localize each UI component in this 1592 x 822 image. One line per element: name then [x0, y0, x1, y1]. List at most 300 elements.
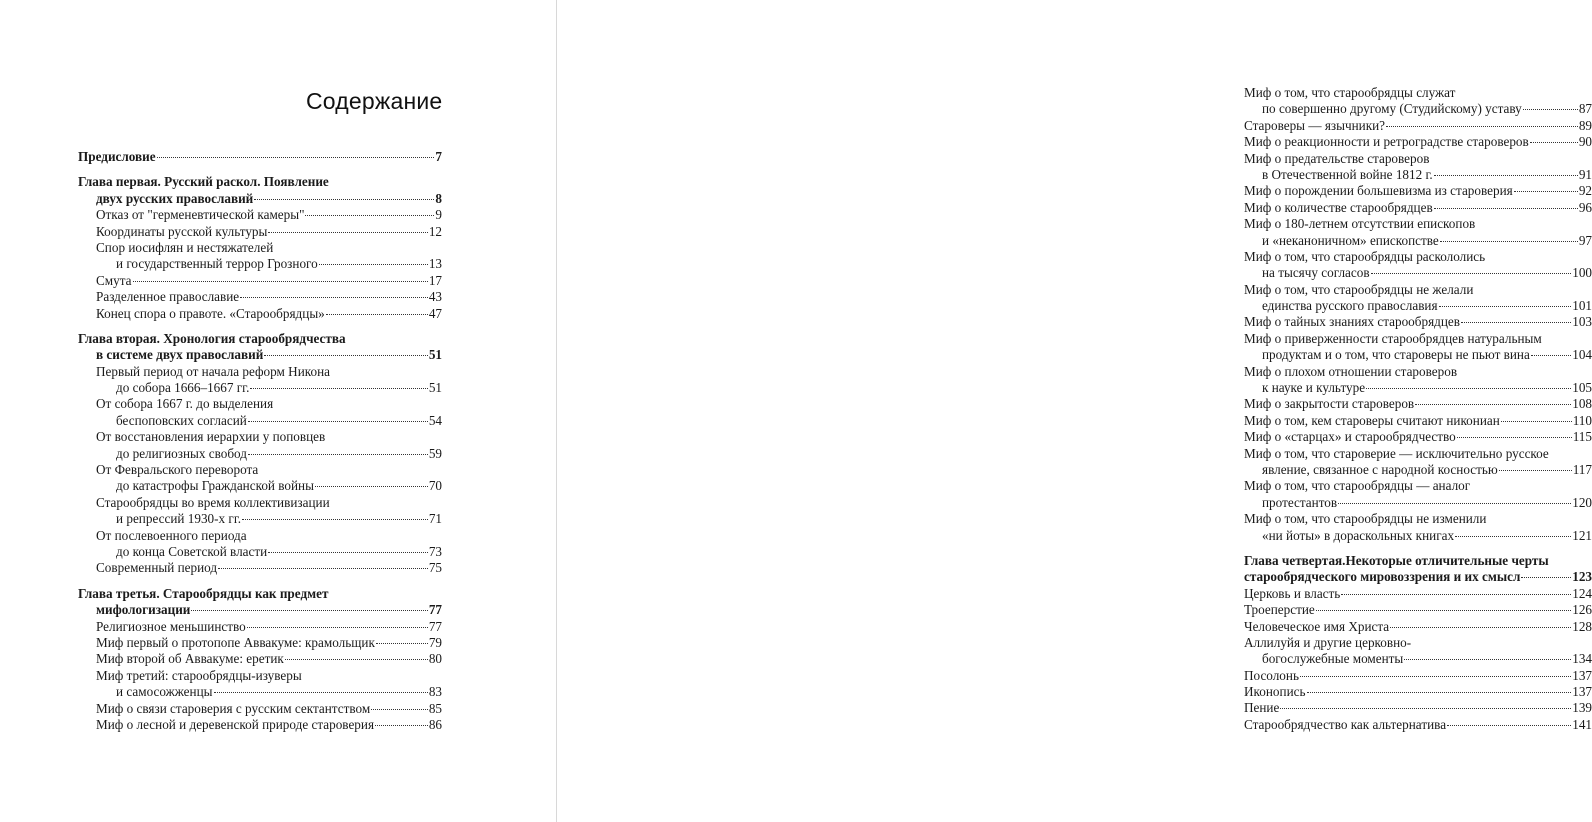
page-number: 83 [428, 684, 442, 700]
dot-leader [1434, 208, 1578, 209]
toc-entry[interactable] [1244, 282, 1592, 315]
dot-leader [1371, 273, 1572, 274]
toc-entry[interactable] [1244, 331, 1592, 364]
toc-entry-title: Миф о предательстве староверов [1244, 150, 1430, 166]
toc-entry-title: до катастрофы Гражданской войны [116, 478, 314, 494]
toc-entry-title: в Отечественной войне 1812 г. [1262, 166, 1433, 182]
toc-line [1244, 314, 1592, 330]
toc-entry-title: Глава первая. Русский раскол. Появление [78, 174, 329, 190]
dot-leader [1501, 421, 1572, 422]
toc-line [78, 364, 442, 380]
toc-line [78, 429, 442, 445]
toc-entry[interactable] [78, 651, 442, 667]
toc-line [1244, 651, 1592, 667]
dot-leader [1499, 470, 1572, 471]
page-number: 96 [1578, 199, 1592, 215]
page-number: 7 [435, 149, 442, 164]
page-number: 97 [1578, 232, 1592, 248]
page-number: 137 [1572, 684, 1592, 700]
toc-entry[interactable] [1244, 478, 1592, 511]
toc-entry-title: единства русского православия [1262, 298, 1438, 314]
page-number: 51 [428, 347, 442, 363]
toc-entry-title: Глава вторая. Хронология старообрядчества [78, 330, 346, 346]
toc-entry[interactable] [1244, 85, 1592, 118]
toc-line [1244, 380, 1592, 396]
toc-line [1244, 249, 1592, 265]
toc-entry[interactable] [78, 396, 442, 429]
dot-leader [248, 421, 428, 422]
toc-entry[interactable] [1244, 249, 1592, 282]
toc-entry-title: к науке и культуре [1262, 380, 1366, 396]
dot-leader [376, 643, 428, 644]
toc-entry[interactable] [1244, 668, 1592, 684]
toc-entry-title: Смута [96, 272, 132, 288]
toc-line [1244, 118, 1592, 134]
toc-entry-title: Аллилуйя и другие церковно- [1244, 634, 1412, 650]
toc-line [78, 619, 442, 635]
toc-line [1244, 668, 1592, 684]
toc-entry[interactable] [78, 668, 442, 701]
page-number: 134 [1572, 651, 1592, 667]
dot-leader [240, 297, 428, 298]
dot-leader [1341, 594, 1571, 595]
toc-line [78, 347, 442, 363]
toc-entry-title: протестантов [1262, 494, 1338, 510]
section-gap [78, 322, 442, 331]
toc-entry[interactable] [1244, 717, 1592, 733]
dot-leader [371, 709, 428, 710]
page-number: 54 [428, 412, 442, 428]
toc-entry[interactable] [78, 619, 442, 635]
toc-entry[interactable] [78, 306, 442, 322]
page-number: 70 [428, 478, 442, 494]
dot-leader [1307, 692, 1572, 693]
toc-entry-title: Разделенное православие [96, 289, 240, 305]
page-number: 8 [435, 190, 442, 206]
toc-entry[interactable] [1244, 200, 1592, 216]
toc-entry[interactable] [78, 289, 442, 305]
toc-entry[interactable] [78, 240, 442, 273]
toc-entry[interactable] [78, 635, 442, 651]
dot-leader [1531, 355, 1571, 356]
dot-leader [191, 610, 427, 611]
toc-entry-title: Посолонь [1244, 667, 1299, 683]
toc-entry-title: Отказ от "герменевтической камеры" [96, 207, 305, 223]
toc-entry-title: Миф о закрытости староверов [1244, 396, 1415, 412]
toc-line [1244, 396, 1592, 412]
toc-entry-title: Миф о порождении большевизма из староверия [1244, 183, 1513, 199]
toc-entry[interactable] [1244, 413, 1592, 429]
page-number: 117 [1572, 461, 1592, 477]
toc-line [1244, 364, 1592, 380]
page-number: 90 [1578, 134, 1592, 150]
page-number: 77 [428, 618, 442, 634]
toc-line [78, 602, 442, 618]
page-number: 71 [428, 511, 442, 527]
toc-entry[interactable] [1244, 511, 1592, 544]
toc-entry-title: Старообрядчество как альтернатива [1244, 716, 1447, 732]
toc-chapter-entry[interactable] [78, 586, 442, 619]
toc-entry[interactable] [1244, 364, 1592, 397]
page-number: 80 [428, 651, 442, 667]
page-number: 75 [428, 560, 442, 576]
dot-leader [1530, 142, 1578, 143]
toc-line [1244, 134, 1592, 150]
toc-line [1244, 298, 1592, 314]
toc-line [78, 289, 442, 305]
page-number: 85 [428, 700, 442, 716]
toc-entry-title: Иконопись [1244, 684, 1306, 700]
toc-left-column [78, 149, 442, 733]
toc-line [78, 528, 442, 544]
toc-line [1244, 528, 1592, 544]
page-number: 91 [1578, 166, 1592, 182]
toc-line [78, 256, 442, 272]
page-number: 121 [1572, 527, 1592, 543]
dot-leader [1338, 503, 1571, 504]
page-number: 9 [435, 207, 442, 223]
toc-entry-title: Миф о 180-летнем отсутствии епископов [1244, 216, 1476, 232]
toc-entry-title: Миф второй об Аввакуме: еретик [96, 651, 284, 667]
toc-line [78, 684, 442, 700]
dot-leader [1434, 175, 1578, 176]
toc-entry-title: Миф о тайных знаниях старообрядцев [1244, 314, 1460, 330]
toc-entry[interactable] [78, 429, 442, 462]
toc-entry[interactable] [1244, 586, 1592, 602]
dot-leader [1447, 725, 1571, 726]
toc-entry[interactable] [1244, 619, 1592, 635]
toc-chapter-entry[interactable] [78, 174, 442, 207]
toc-entry[interactable] [1244, 118, 1592, 134]
toc-entry[interactable] [1244, 151, 1592, 184]
toc-entry-title: Предисловие [78, 149, 156, 164]
page-number: 120 [1572, 494, 1592, 510]
page-number: 141 [1572, 716, 1592, 732]
toc-entry-title: старообрядческого мировоззрения и их смысл [1244, 569, 1521, 585]
toc-entry-title: до собора 1666–1667 гг. [116, 380, 250, 396]
right-page [557, 0, 1592, 822]
toc-line [78, 668, 442, 684]
page-number: 13 [428, 256, 442, 272]
toc-entry[interactable] [1244, 429, 1592, 445]
page-number: 47 [428, 305, 442, 321]
page-number: 92 [1578, 183, 1592, 199]
toc-entry-title: Пение [1244, 700, 1280, 716]
toc-right-column [1244, 85, 1592, 733]
toc-entry-title: Миф о том, что староверие — исключительно русское [1244, 445, 1549, 461]
dot-leader [247, 627, 428, 628]
toc-line [78, 149, 442, 165]
toc-entry-title: Первый период от начала реформ Никона [96, 363, 330, 379]
dot-leader [305, 215, 434, 216]
toc-line [1244, 167, 1592, 183]
left-page [0, 0, 556, 822]
page-number: 137 [1572, 667, 1592, 683]
toc-line [1244, 413, 1592, 429]
toc-line [1244, 511, 1592, 527]
toc-entry-title: явление, связанное с народной косностью [1262, 461, 1498, 477]
dot-leader [1439, 306, 1572, 307]
section-gap [1244, 544, 1592, 553]
toc-line [1244, 462, 1592, 478]
toc-entry-title: Глава четвертая.Некоторые отличительные черты [1244, 552, 1549, 568]
toc-line [1244, 569, 1592, 585]
toc-entry-title: Миф о том, что старообрядцы раскололись [1244, 248, 1486, 264]
dot-leader [319, 264, 428, 265]
dot-leader [1300, 676, 1571, 677]
page-number: 126 [1572, 602, 1592, 618]
toc-line [78, 413, 442, 429]
page-number: 101 [1572, 298, 1592, 314]
page-number: 105 [1572, 380, 1592, 396]
dot-leader [242, 519, 428, 520]
toc-line [78, 560, 442, 576]
page-number: 115 [1572, 429, 1592, 445]
toc-entry-title: двух русских православий [96, 190, 254, 206]
dot-leader [375, 725, 428, 726]
toc-entry[interactable] [1244, 134, 1592, 150]
toc-line [1244, 331, 1592, 347]
page-number: 59 [428, 445, 442, 461]
toc-entry[interactable] [1244, 183, 1592, 199]
dot-leader [315, 486, 428, 487]
toc-entry-title: Глава третья. Старообрядцы как предмет [78, 585, 329, 601]
dot-leader [1523, 109, 1578, 110]
toc-line [1244, 553, 1592, 569]
section-gap [78, 577, 442, 586]
toc-entry-title: беспоповских согласий [116, 412, 247, 428]
toc-line [1244, 183, 1592, 199]
page-number: 12 [428, 223, 442, 239]
toc-entry-title: Миф третий: старообрядцы-изуверы [96, 667, 302, 683]
toc-entry[interactable] [1244, 446, 1592, 479]
toc-line [78, 380, 442, 396]
page-number: 104 [1572, 347, 1592, 363]
toc-entry[interactable] [78, 717, 442, 733]
toc-entry-title: Миф о том, кем староверы считают никониан [1244, 412, 1500, 428]
dot-leader [218, 568, 428, 569]
toc-line [78, 273, 442, 289]
toc-entry-title: до конца Советской власти [116, 543, 268, 559]
toc-line [78, 191, 442, 207]
toc-chapter-entry[interactable] [78, 149, 442, 165]
toc-line [1244, 85, 1592, 101]
toc-line [78, 586, 442, 602]
toc-entry-title: «ни йоты» в дораскольных книгах [1262, 527, 1455, 543]
toc-line [78, 544, 442, 560]
toc-line [78, 478, 442, 494]
toc-entry-title: Старообрядцы во время коллективизации [96, 494, 330, 510]
toc-entry-title: От Февральского переворота [96, 462, 259, 478]
toc-entry-title: Миф о связи староверия с русским сектантством [96, 700, 371, 716]
toc-entry[interactable] [78, 462, 442, 495]
toc-entry-title: Человеческое имя Христа [1244, 618, 1390, 634]
toc-entry[interactable] [1244, 635, 1592, 668]
toc-line [1244, 446, 1592, 462]
dot-leader [1280, 708, 1571, 709]
dot-leader [1461, 322, 1571, 323]
toc-chapter-entry[interactable] [78, 331, 442, 364]
toc-entry[interactable] [78, 273, 442, 289]
toc-entry[interactable] [78, 495, 442, 528]
toc-line [78, 306, 442, 322]
toc-line [78, 462, 442, 478]
toc-line [78, 396, 442, 412]
toc-entry-title: От собора 1667 г. до выделения [96, 396, 274, 412]
toc-entry-title: Миф о том, что старообрядцы служат [1244, 85, 1456, 100]
toc-line [1244, 101, 1592, 117]
toc-line [78, 717, 442, 733]
toc-entry-title: Миф о том, что старообрядцы не изменили [1244, 511, 1487, 527]
toc-entry[interactable] [78, 207, 442, 223]
toc-line [78, 240, 442, 256]
dot-leader [264, 355, 427, 356]
page-number: 124 [1572, 585, 1592, 601]
toc-line [78, 446, 442, 462]
toc-line [1244, 700, 1592, 716]
toc-entry[interactable] [1244, 216, 1592, 249]
dot-leader [268, 232, 427, 233]
dot-leader [268, 552, 428, 553]
dot-leader [326, 314, 428, 315]
page-number: 123 [1572, 569, 1592, 585]
page-number: 51 [428, 380, 442, 396]
toc-entry-title: Современный период [96, 560, 218, 576]
dot-leader [1457, 437, 1572, 438]
toc-entry-title: и самосожженцы [116, 684, 213, 700]
toc-line [1244, 635, 1592, 651]
dot-leader [1455, 536, 1571, 537]
dot-leader [285, 659, 428, 660]
dot-leader [133, 281, 428, 282]
toc-entry-title: Спор иосифлян и нестяжателей [96, 239, 274, 255]
toc-line [1244, 429, 1592, 445]
toc-entry[interactable] [78, 701, 442, 717]
page-number: 43 [428, 289, 442, 305]
dot-leader [1514, 191, 1578, 192]
toc-line [78, 207, 442, 223]
page-number: 139 [1572, 700, 1592, 716]
toc-entry[interactable] [1244, 602, 1592, 618]
toc-line [1244, 619, 1592, 635]
dot-leader [1440, 241, 1578, 242]
toc-entry[interactable] [78, 528, 442, 561]
page-number: 128 [1572, 618, 1592, 634]
toc-line [1244, 233, 1592, 249]
toc-line [1244, 151, 1592, 167]
toc-entry-title: Конец спора о правоте. «Старообрядцы» [96, 305, 325, 321]
toc-line [78, 635, 442, 651]
toc-chapter-entry[interactable] [1244, 553, 1592, 586]
dot-leader [254, 199, 434, 200]
toc-entry-title: Миф о том, что старообрядцы не желали [1244, 281, 1474, 297]
toc-entry[interactable] [1244, 314, 1592, 330]
toc-line [1244, 265, 1592, 281]
toc-line [1244, 478, 1592, 494]
toc-entry[interactable] [1244, 684, 1592, 700]
toc-entry-title: Миф о приверженности старообрядцев натуральным [1244, 330, 1542, 346]
dot-leader [1404, 659, 1571, 660]
toc-line [78, 511, 442, 527]
toc-entry-title: Координаты русской культуры [96, 223, 268, 239]
toc-entry-title: Миф о количестве старообрядцев [1244, 199, 1433, 215]
dot-leader [1366, 388, 1571, 389]
toc-entry-title: Староверы — язычники? [1244, 117, 1386, 133]
section-gap [78, 165, 442, 174]
toc-line [1244, 216, 1592, 232]
toc-line [1244, 495, 1592, 511]
toc-entry-title: Миф первый о протопопе Аввакуме: крамольщик [96, 634, 375, 650]
toc-entry-title: в системе двух православий [96, 347, 264, 363]
toc-line [1244, 717, 1592, 733]
toc-entry[interactable] [1244, 396, 1592, 412]
toc-entry-title: От послевоенного периода [96, 527, 247, 543]
dot-leader [1386, 126, 1578, 127]
page-number: 100 [1572, 265, 1592, 281]
toc-entry-title: От восстановления иерархии у поповцев [96, 429, 326, 445]
page-number: 77 [428, 602, 442, 618]
toc-entry-title: Церковь и власть [1244, 585, 1341, 601]
dot-leader [214, 692, 428, 693]
toc-entry-title: Миф о плохом отношении староверов [1244, 363, 1458, 379]
toc-line [78, 331, 442, 347]
page-title: Содержание [306, 88, 443, 114]
toc-entry-title: продуктам и о том, что староверы не пьют вина [1262, 347, 1530, 363]
page-number: 86 [428, 716, 442, 732]
toc-entry[interactable] [1244, 700, 1592, 716]
toc-line [1244, 684, 1592, 700]
toc-line [78, 495, 442, 511]
toc-entry-title: Миф о том, что старообрядцы — аналог [1244, 478, 1471, 494]
toc-line [1244, 282, 1592, 298]
toc-entry-title: и репрессий 1930-х гг. [116, 511, 242, 527]
dot-leader [157, 157, 435, 158]
toc-entry[interactable] [78, 224, 442, 240]
toc-line [1244, 602, 1592, 618]
toc-entry-title: Миф о реакционности и ретроградстве староверов [1244, 134, 1529, 150]
toc-line [1244, 347, 1592, 363]
toc-entry-title: на тысячу согласов [1262, 265, 1370, 281]
page-number: 73 [428, 543, 442, 559]
toc-line [78, 701, 442, 717]
toc-entry[interactable] [78, 364, 442, 397]
toc-entry-title: Миф о «старцах» и старообрядчество [1244, 429, 1456, 445]
toc-line [78, 224, 442, 240]
page-number: 110 [1572, 412, 1592, 428]
toc-entry-title: и государственный террор Грозного [116, 256, 318, 272]
dot-leader [250, 388, 427, 389]
dot-leader [1415, 404, 1571, 405]
dot-leader [1521, 577, 1571, 578]
page-number: 17 [428, 272, 442, 288]
page-number: 87 [1578, 101, 1592, 117]
toc-entry-title: и «неканоничном» епископстве [1262, 232, 1439, 248]
toc-entry-title: до религиозных свобод [116, 445, 247, 461]
toc-entry-title: мифологизации [96, 602, 191, 618]
toc-entry-title: по совершенно другому (Студийскому) уставу [1262, 101, 1522, 117]
dot-leader [1390, 627, 1571, 628]
toc-entry-title: Миф о лесной и деревенской природе староверия [96, 716, 375, 732]
toc-entry[interactable] [78, 560, 442, 576]
toc-line [78, 174, 442, 190]
toc-line [1244, 200, 1592, 216]
toc-entry-title: Троеперстие [1244, 602, 1315, 618]
page-number: 103 [1572, 314, 1592, 330]
page-number: 108 [1572, 396, 1592, 412]
dot-leader [248, 454, 428, 455]
toc-line [1244, 586, 1592, 602]
toc-entry-title: Религиозное меньшинство [96, 618, 246, 634]
